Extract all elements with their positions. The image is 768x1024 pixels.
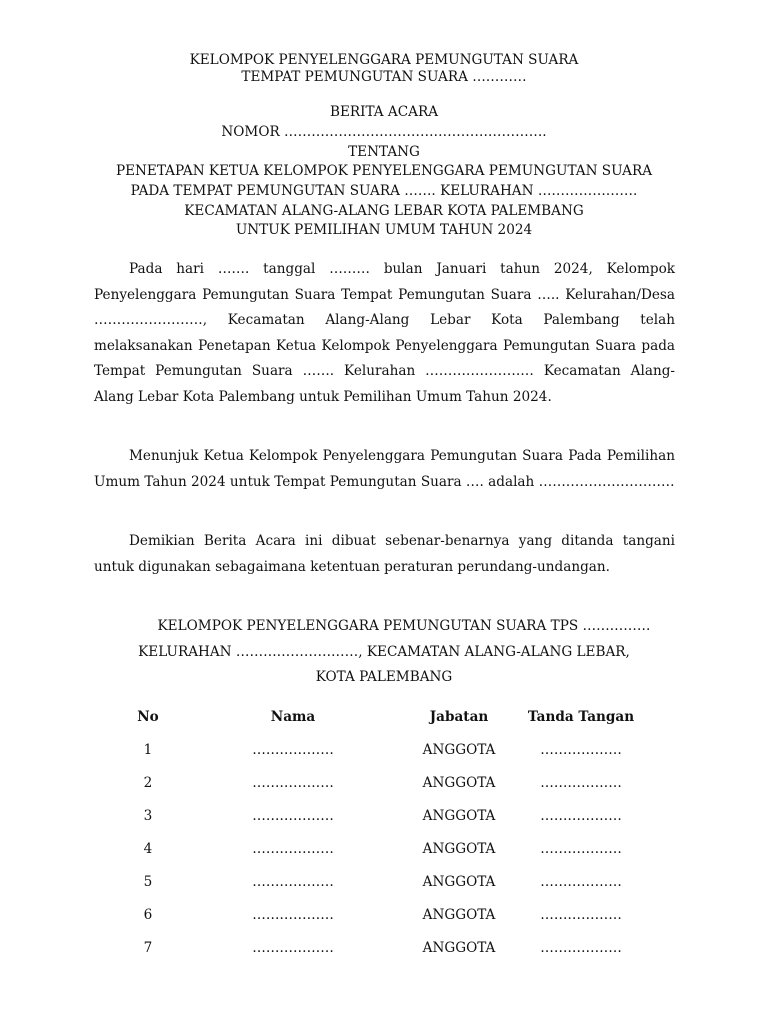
- header-polling-station-line: TEMPAT PEMUNGUTAN SUARA …………: [241, 69, 527, 85]
- row-name: ………………: [252, 742, 334, 758]
- table-row: [0, 904, 768, 926]
- column-header-jabatan: Jabatan: [429, 709, 489, 725]
- table-row: [0, 739, 768, 761]
- column-header-nama: Nama: [270, 709, 316, 725]
- row-signature: ………………: [540, 775, 622, 791]
- table-row: [0, 871, 768, 893]
- row-position: ANGGOTA: [422, 841, 496, 857]
- row-name: ………………: [252, 874, 334, 890]
- signature-location-line: KELURAHAN ………………………, KECAMATAN ALANG-ALANG LEBAR,: [138, 644, 630, 660]
- row-number: 4: [143, 841, 153, 857]
- table-row: [0, 805, 768, 827]
- header-committee-line: KELOMPOK PENYELENGGARA PEMUNGUTAN SUARA: [189, 52, 579, 68]
- row-number: 3: [143, 808, 153, 824]
- row-number: 7: [143, 940, 153, 956]
- subject-line-1: PENETAPAN KETUA KELOMPOK PENYELENGGARA PEMUNGUTAN SUARA: [115, 163, 653, 179]
- signature-committee-line: KELOMPOK PENYELENGGARA PEMUNGUTAN SUARA TPS ……………: [157, 618, 651, 634]
- subject-line-3: KECAMATAN ALANG-ALANG LEBAR KOTA PALEMBANG: [184, 203, 584, 219]
- row-position: ANGGOTA: [422, 940, 496, 956]
- row-number: 1: [143, 742, 153, 758]
- table-row: [0, 937, 768, 959]
- document-title: BERITA ACARA: [329, 104, 439, 120]
- row-number: 6: [143, 907, 153, 923]
- body-paragraph-3: Demikian Berita Acara ini dibuat sebenar-benarnya yang ditanda tangani untuk digunakan sebagaimana ketentuan peraturan perundang-undangan.: [94, 533, 675, 575]
- document-number: NOMOR ………………………………………………….: [221, 124, 547, 140]
- row-position: ANGGOTA: [422, 907, 496, 923]
- table-header-row: [0, 706, 768, 728]
- body-paragraph-1: Pada hari ……. tanggal ……… bulan Januari tahun 2024, Kelompok Penyelenggara Pemungutan Suara Tempat Pemungutan Suara ….. Kelurahan/Desa ……………………, Kecamatan Alang-Alang Lebar Kota Palembang telah melaksanakan Penetapan Ketua Kelompok Penyelenggara Pemungutan Suara pada Tempat Pemungutan Suara ……. Kelurahan …………………… Kecamatan Alang-Alang Lebar Kota Palembang untuk Pemilihan Umum Tahun 2024.: [94, 261, 675, 405]
- row-signature: ………………: [540, 874, 622, 890]
- row-name: ………………: [252, 940, 334, 956]
- column-header-tanda-tangan: Tanda Tangan: [527, 709, 635, 725]
- table-row: [0, 838, 768, 860]
- body-paragraph-2: Menunjuk Ketua Kelompok Penyelenggara Pemungutan Suara Pada Pemilihan Umum Tahun 2024 untuk Tempat Pemungutan Suara …. adalah …………………………: [94, 448, 675, 490]
- about-label: TENTANG: [348, 144, 420, 160]
- row-signature: ………………: [540, 808, 622, 824]
- column-header-no: No: [137, 709, 159, 725]
- row-number: 5: [143, 874, 153, 890]
- row-position: ANGGOTA: [422, 808, 496, 824]
- row-name: ………………: [252, 775, 334, 791]
- row-position: ANGGOTA: [422, 775, 496, 791]
- row-name: ………………: [252, 841, 334, 857]
- row-position: ANGGOTA: [422, 742, 496, 758]
- row-signature: ………………: [540, 742, 622, 758]
- subject-line-4: UNTUK PEMILIHAN UMUM TAHUN 2024: [235, 222, 533, 238]
- row-signature: ………………: [540, 940, 622, 956]
- row-position: ANGGOTA: [422, 874, 496, 890]
- row-signature: ………………: [540, 907, 622, 923]
- row-name: ………………: [252, 808, 334, 824]
- signature-city-line: KOTA PALEMBANG: [315, 669, 453, 685]
- row-name: ………………: [252, 907, 334, 923]
- row-number: 2: [143, 775, 153, 791]
- row-signature: ………………: [540, 841, 622, 857]
- table-row: [0, 772, 768, 794]
- subject-line-2: PADA TEMPAT PEMUNGUTAN SUARA ……. KELURAHAN ………………….: [130, 183, 638, 199]
